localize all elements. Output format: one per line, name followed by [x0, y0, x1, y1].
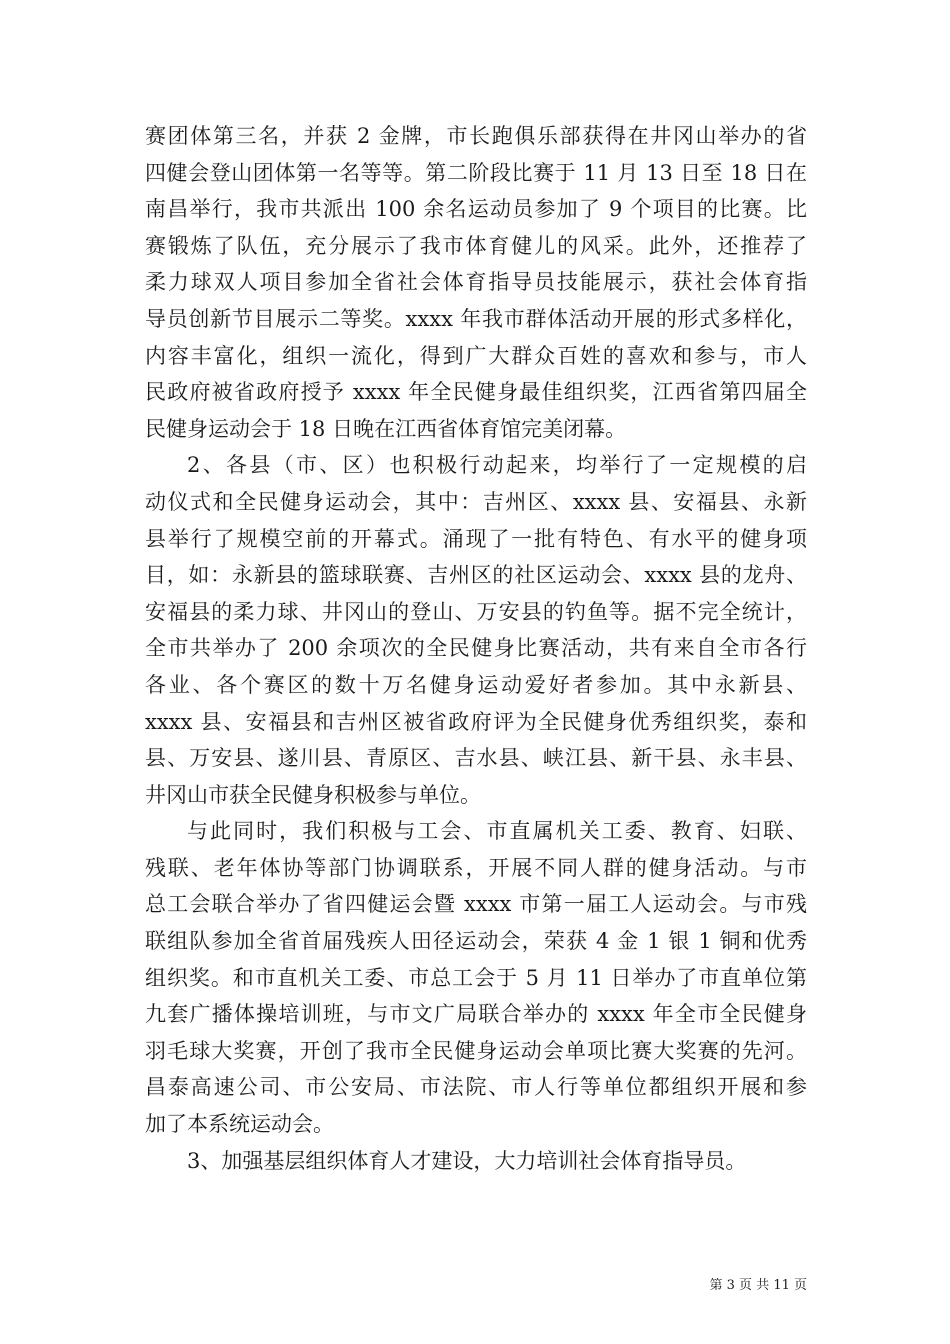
text-line: 总工会联合举办了省四健运会暨 xxxx 市第一届工人运动会。与市残	[145, 892, 807, 917]
text-line: 昌泰高速公司、市公安局、市法院、市人行等单位都组织开展和参	[145, 1075, 807, 1100]
text-line: 井冈山市获全民健身积极参与单位。	[145, 782, 481, 807]
text-line: 柔力球双人项目参加全省社会体育指导员技能展示，获社会体育指	[145, 270, 807, 295]
text-line: 组织奖。和市直机关工委、市总工会于 5 月 11 日举办了市直单位第	[145, 965, 807, 990]
paragraph-3	[145, 813, 807, 1142]
text-line: 赛锻炼了队伍，充分展示了我市体育健儿的风采。此外，还推荐了	[145, 233, 807, 258]
text-line: 残联、老年体协等部门协调联系，开展不同人群的健身活动。与市	[145, 855, 807, 880]
text-line: 目，如：永新县的篮球联赛、吉州区的社区运动会、xxxx 县的龙舟、	[145, 563, 807, 588]
text-line: 与此同时，我们积极与工会、市直属机关工委、教育、妇联、	[187, 819, 807, 844]
text-line: 民政府被省政府授予 xxxx 年全民健身最佳组织奖，江西省第四届全	[145, 380, 807, 405]
text-line: 各业、各个赛区的数十万名健身运动爱好者参加。其中永新县、	[145, 672, 807, 697]
text-line: 民健身运动会于 18 日晚在江西省体育馆完美闭幕。	[145, 416, 627, 441]
text-line: 南昌举行，我市共派出 100 余名运动员参加了 9 个项目的比赛。比	[145, 197, 807, 222]
text-line: 全市共举办了 200 余项次的全民健身比赛活动，共有来自全市各行	[145, 636, 807, 661]
text-line: 赛团体第三名，并获 2 金牌，市长跑俱乐部获得在井冈山举办的省	[145, 124, 807, 148]
text-line: 2、各县（市、区）也积极行动起来，均举行了一定规模的启	[187, 453, 807, 478]
text-line: 联组队参加全省首届残疾人田径运动会，荣获 4 金 1 银 1 铜和优秀	[145, 929, 807, 954]
page-number-footer: 第 3 页 共 11 页	[709, 1278, 807, 1293]
text-line: 四健会登山团体第一名等等。第二阶段比赛于 11 月 13 日至 18 日在	[145, 160, 807, 185]
text-line: 安福县的柔力球、井冈山的登山、万安县的钓鱼等。据不完全统计，	[145, 599, 807, 624]
text-line: 动仪式和全民健身运动会，其中：吉州区、xxxx 县、安福县、永新	[145, 489, 807, 514]
document-body	[145, 118, 807, 1179]
text-line: xxxx 县、安福县和吉州区被省政府评为全民健身优秀组织奖，泰和	[145, 709, 807, 734]
paragraph-1	[145, 118, 807, 447]
text-line: 羽毛球大奖赛，开创了我市全民健身运动会单项比赛大奖赛的先河。	[145, 1038, 807, 1063]
text-line: 加了本系统运动会。	[145, 1112, 334, 1137]
text-line: 县、万安县、遂川县、青原区、吉水县、峡江县、新干县、永丰县、	[145, 746, 807, 771]
text-line: 3、加强基层组织体育人才建设，大力培训社会体育指导员。	[187, 1148, 747, 1173]
text-line: 导员创新节目展示二等奖。xxxx 年我市群体活动开展的形式多样化，	[145, 306, 807, 331]
paragraph-4	[145, 1143, 807, 1180]
text-line: 县举行了规模空前的开幕式。涌现了一批有特色、有水平的健身项	[145, 526, 807, 551]
paragraph-2	[145, 447, 807, 813]
text-line: 九套广播体操培训班，与市文广局联合举办的 xxxx 年全市全民健身	[145, 1002, 807, 1027]
text-line: 内容丰富化，组织一流化，得到广大群众百姓的喜欢和参与，市人	[145, 343, 807, 368]
